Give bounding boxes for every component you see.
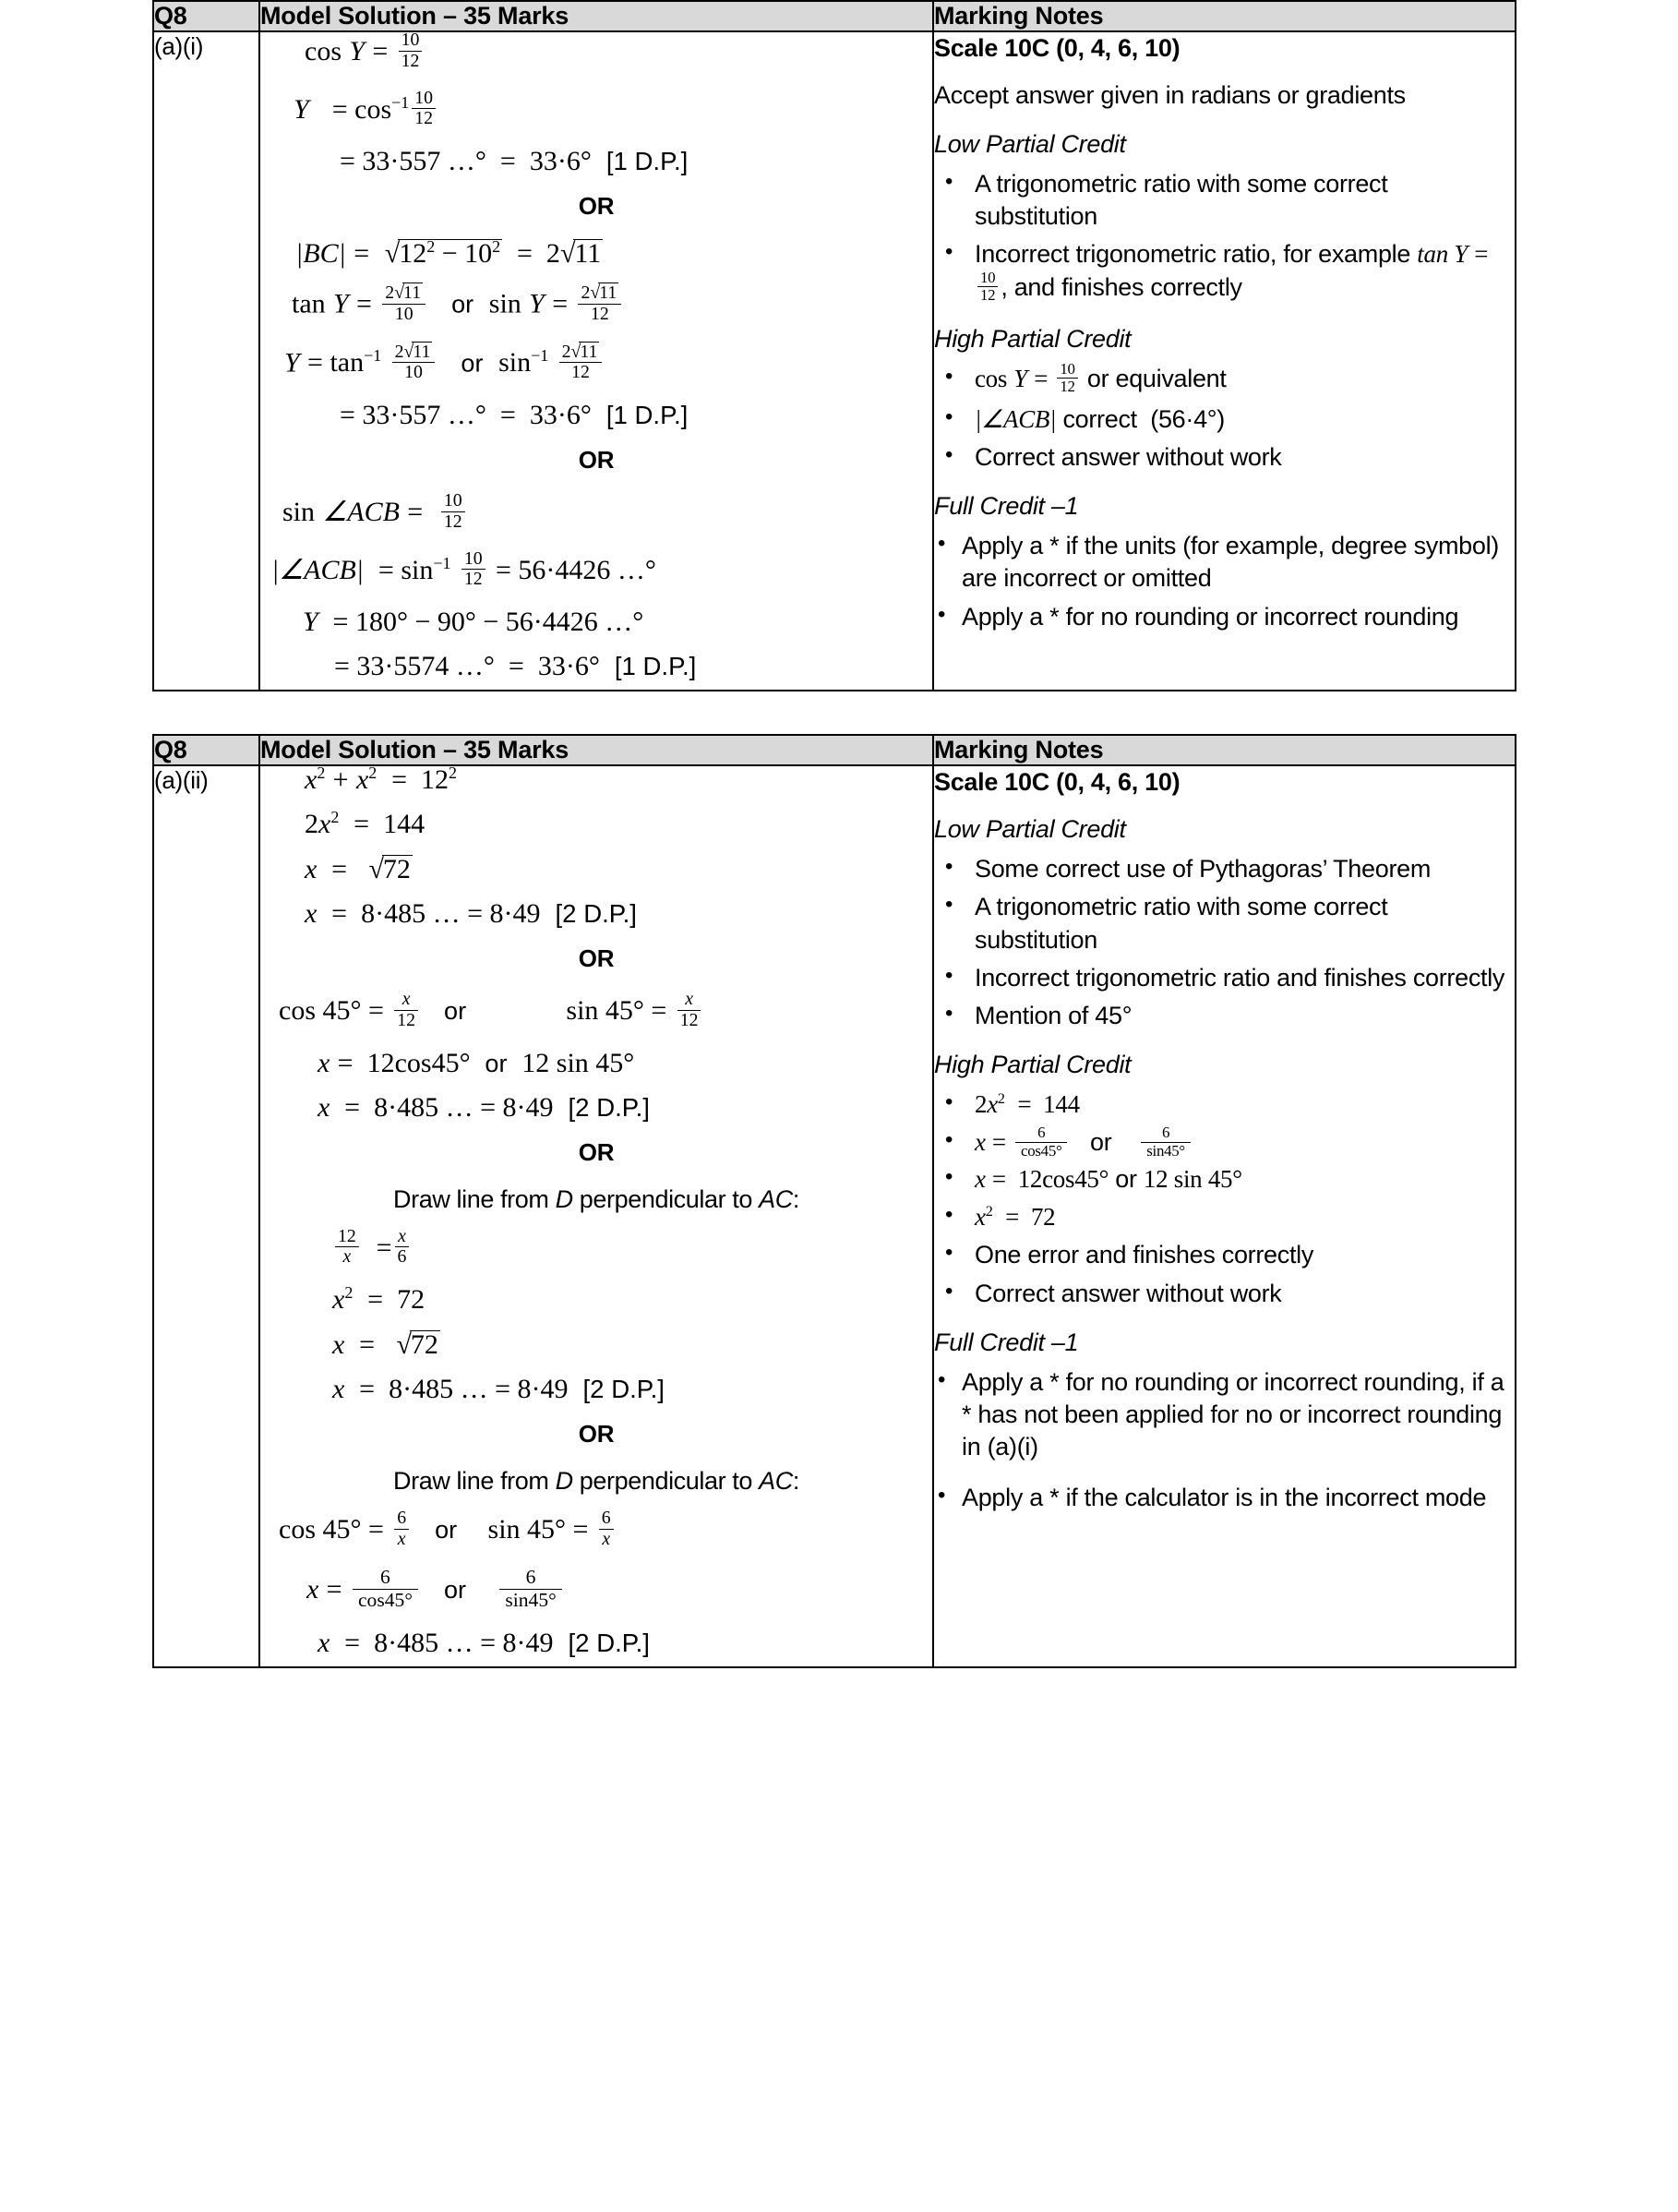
marking-notes-cell-ai bbox=[933, 31, 1516, 691]
math-line: = 33·557 …° = 33·6° [1 D.P.] bbox=[340, 400, 689, 431]
list-item: • Mention of 45° bbox=[934, 1000, 1515, 1032]
header-model-solution: Model Solution – 35 Marks bbox=[259, 1, 933, 31]
header-question: Q8 bbox=[153, 1, 259, 31]
full-credit-heading: Full Credit –1 bbox=[934, 492, 1079, 521]
math-line: cos 45° = $\frac{6}{x}$ or sin 45° = $\frac{6}{x}$ bbox=[260, 1510, 932, 1552]
math-line: = 33·5574 …° = 33·6° [1 D.P.] bbox=[334, 651, 697, 682]
list-item: • |∠ACB| correct (56·4°) bbox=[934, 403, 1515, 436]
marking-scheme-page bbox=[152, 0, 1515, 1668]
high-partial-credit-list bbox=[934, 1088, 1515, 1310]
list-item: • Apply a * for no rounding or incorrect rounding, if a * has not been applied for no or incorrect rounding in (a)(i) bbox=[934, 1366, 1515, 1463]
list-item: • Correct answer without work bbox=[934, 441, 1515, 474]
table-header-row bbox=[153, 735, 1516, 765]
list-item: • x = $\frac{6}{\cos 45^\circ}$ or $\frac{6}{\sin 45^\circ}$ bbox=[934, 1126, 1515, 1161]
math-line: x = √72 bbox=[305, 854, 411, 885]
math-line: tan Y = $\frac{2√11}{10}$ or sin Y = $\frac{2√11}{12}$ bbox=[260, 284, 932, 327]
list-item: • x = 12cos45° or 12 sin 45° bbox=[934, 1163, 1515, 1196]
marking-notes-aii bbox=[934, 766, 1515, 1514]
draw-line-instruction: Draw line from D perpendicular to AC: bbox=[393, 1184, 799, 1213]
math-line: x = 8·485 … = 8·49 [2 D.P.] bbox=[305, 898, 637, 930]
list-item: • $2x^2 = 144$ bbox=[934, 1088, 1515, 1121]
accept-note: Accept answer given in radians or gradients bbox=[934, 81, 1406, 110]
list-item: • Some correct use of Pythagoras’ Theorem bbox=[934, 853, 1515, 885]
model-solution-cell-ai bbox=[259, 31, 933, 691]
math-line: Y = $\cos^{-1}$ $\frac{10}{12}$ bbox=[260, 90, 932, 132]
table-spacer bbox=[152, 691, 1515, 734]
math-line: sin ∠ACB = $\frac{10}{12}$ bbox=[260, 493, 932, 535]
math-line: $x^2 = 72$ bbox=[332, 1283, 425, 1316]
list-item: • $x^2 = 72$ bbox=[934, 1201, 1515, 1233]
math-line: $\frac{12}{x}$ = $\frac{x}{6}$ bbox=[260, 1229, 932, 1270]
low-partial-credit-heading: Low Partial Credit bbox=[934, 815, 1126, 844]
table-row bbox=[153, 31, 1516, 691]
list-item: • One error and finishes correctly bbox=[934, 1239, 1515, 1271]
or-separator: OR bbox=[578, 446, 615, 475]
list-item: • Correct answer without work bbox=[934, 1278, 1515, 1310]
header-model-solution: Model Solution – 35 Marks bbox=[259, 735, 933, 765]
model-solution-math-ai bbox=[260, 32, 932, 680]
draw-line-instruction: Draw line from D perpendicular to AC: bbox=[393, 1467, 799, 1496]
low-partial-credit-list bbox=[934, 168, 1515, 307]
full-credit-list bbox=[934, 530, 1515, 632]
math-line: x = 8·485 … = 8·49 [2 D.P.] bbox=[332, 1374, 665, 1405]
full-credit-heading: Full Credit –1 bbox=[934, 1328, 1079, 1356]
list-item: • Apply a * if the units (for example, degree symbol) are incorrect or omitted bbox=[934, 530, 1515, 595]
header-marking-notes: Marking Notes bbox=[933, 1, 1516, 31]
list-item: • Incorrect trigonometric ratio and finishes correctly bbox=[934, 962, 1515, 994]
math-line: |∠ACB| = $\sin^{-1}$ $\frac{10}{12}$ = 56·4426 …° bbox=[271, 547, 656, 590]
high-partial-credit-heading: High Partial Credit bbox=[934, 324, 1132, 353]
table-header-row bbox=[153, 1, 1516, 31]
part-label-aii: (a)(ii) bbox=[153, 765, 259, 1667]
math-line: cos Y = $\frac{10}{12}$ bbox=[260, 32, 932, 74]
model-solution-math-aii bbox=[260, 763, 932, 1659]
marking-notes-cell-aii bbox=[933, 765, 1516, 1667]
or-separator: OR bbox=[578, 1137, 615, 1166]
list-item: • A trigonometric ratio with some correct substitution bbox=[934, 891, 1515, 956]
scale-heading: Scale 10C (0, 4, 6, 10) bbox=[934, 34, 1181, 62]
low-partial-credit-heading: Low Partial Credit bbox=[934, 130, 1126, 159]
math-line: x = √72 bbox=[332, 1329, 438, 1361]
math-line: Y = 180° − 90° − 56·4426 …° bbox=[303, 607, 644, 638]
list-item: • cos Y = $\frac{10}{12}$ or equivalent bbox=[934, 363, 1515, 398]
math-line: x = $\frac{6}{\cos 45^\circ}$ or $\frac{6}{\sin 45^\circ}$ bbox=[260, 1569, 932, 1614]
marking-notes-ai bbox=[934, 32, 1515, 633]
scale-heading: Scale 10C (0, 4, 6, 10) bbox=[934, 768, 1181, 797]
math-line: x = 8·485 … = 8·49 [2 D.P.] bbox=[318, 1091, 650, 1123]
math-line: x = 12cos45° or 12 sin 45° bbox=[318, 1047, 635, 1078]
or-separator: OR bbox=[578, 1420, 615, 1449]
math-line: $x^2 + x^2 = 12^2$ bbox=[305, 763, 458, 796]
header-marking-notes: Marking Notes bbox=[933, 735, 1516, 765]
list-item: • Apply a * for no rounding or incorrect rounding bbox=[934, 601, 1515, 633]
math-line: $2x^2 = 144$ bbox=[305, 808, 425, 840]
math-line: $|BC| = √12^2 - 10^2 = 2√11$ bbox=[295, 237, 602, 270]
list-item: • Apply a * if the calculator is in the incorrect mode bbox=[934, 1482, 1515, 1514]
part-label-ai: (a)(i) bbox=[153, 31, 259, 691]
or-separator: OR bbox=[578, 192, 615, 221]
full-credit-list bbox=[934, 1366, 1515, 1514]
high-partial-credit-list bbox=[934, 359, 1515, 474]
math-line: $Y = \tan^{-1}$ $\frac{2√11}{10}$ or $\sin^{-1}$ $\frac{2√11}{12}$ bbox=[260, 343, 932, 386]
table-row bbox=[153, 765, 1516, 1667]
or-separator: OR bbox=[578, 944, 615, 973]
model-solution-cell-aii bbox=[259, 765, 933, 1667]
math-line: cos 45° = $\frac{x}{12}$ or sin 45° = $\frac{x}{12}$ bbox=[260, 992, 932, 1033]
high-partial-credit-heading: High Partial Credit bbox=[934, 1050, 1132, 1078]
header-question: Q8 bbox=[153, 735, 259, 765]
math-line: = 33·557 …° = 33·6° [1 D.P.] bbox=[340, 146, 689, 177]
low-partial-credit-list bbox=[934, 853, 1515, 1031]
list-item: • A trigonometric ratio with some correct substitution bbox=[934, 168, 1515, 233]
math-line: x = 8·485 … = 8·49 [2 D.P.] bbox=[318, 1628, 650, 1659]
marking-scheme-table-aii bbox=[152, 734, 1516, 1668]
list-item: • Incorrect trigonometric ratio, for example tan Y = $\frac{10}{12}$ , and finishes correctly bbox=[934, 238, 1515, 306]
marking-scheme-table-ai bbox=[152, 0, 1516, 691]
